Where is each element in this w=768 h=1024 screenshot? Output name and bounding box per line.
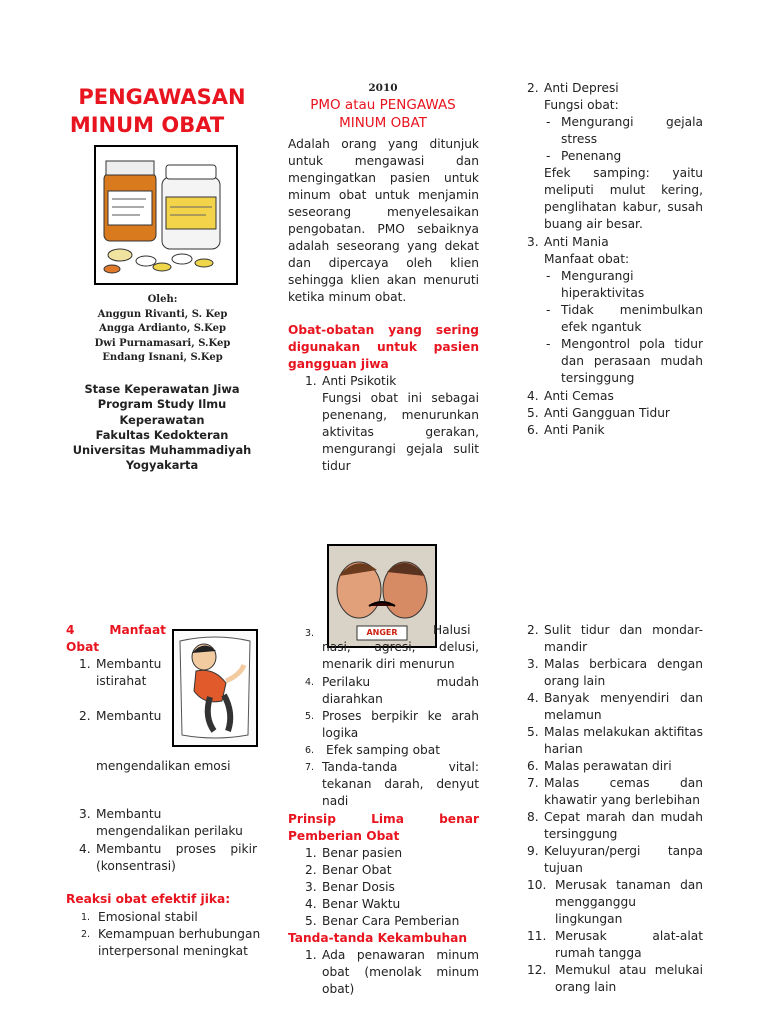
relapse-heading: Tanda-tanda Kekambuhan: [288, 931, 468, 945]
function-label: Manfaat obat:: [544, 252, 630, 266]
list-item: [305, 742, 479, 759]
list-item: [527, 724, 703, 758]
drug-item-3: [527, 234, 703, 387]
list-number: 4.: [527, 691, 539, 705]
list-item: [81, 909, 261, 926]
function-list: [544, 114, 703, 165]
institution-line: Universitas Muhammadiyah: [72, 443, 252, 458]
list-number: 3.: [527, 235, 539, 249]
list-text: Benar pasien: [322, 846, 403, 860]
list-text: Benar Obat: [322, 863, 392, 877]
principle-heading: Prinsip Lima benar Pemberian Obat: [288, 812, 479, 843]
list-number: 3.: [527, 657, 539, 671]
list-item: - Tidak menimbulkan efek ngantuk: [544, 302, 703, 336]
benefit-2: [79, 708, 259, 775]
list-item: [527, 809, 703, 843]
effect-list: [305, 674, 479, 810]
list-text: Proses berpikir ke arah logika: [322, 709, 479, 740]
benefit-text: Membantu proses pikir (konsentrasi): [96, 842, 257, 873]
list-number: 6.: [527, 759, 539, 773]
list-number: 10.: [527, 878, 547, 892]
effect-text-a: Halusi: [433, 623, 471, 637]
list-number: 11.: [527, 929, 547, 943]
list-text: Keluyuran/pergi tanpa tujuan: [544, 844, 703, 875]
list-item: [527, 962, 703, 996]
list-item: [527, 928, 703, 962]
list-number: 2.: [305, 863, 317, 877]
list-number: 8.: [527, 810, 539, 824]
list-item: [527, 422, 703, 439]
function-label: Fungsi obat:: [544, 98, 619, 112]
pmo-heading-line-1: PMO atau PENGAWAS: [310, 97, 456, 113]
list-number: 4.: [79, 842, 91, 856]
list-item: - Mengurangi gejala stress: [544, 114, 703, 148]
list-number: 3.: [79, 807, 91, 821]
list-text: Merusak tanaman dan mengganggu lingkungan: [555, 878, 703, 926]
title-line-1: PENGAWASAN: [78, 85, 246, 109]
drug-item-2: [527, 80, 703, 233]
list-text: Benar Dosis: [322, 880, 395, 894]
list-item: [305, 674, 479, 708]
list-item: - Mengontrol pola tidur dan perasaan mudah tersinggung: [544, 336, 703, 387]
list-text: Malas berbicara dengan orang lain: [544, 657, 703, 688]
benefit-heading-number: 4: [66, 623, 75, 637]
list-item: [527, 405, 703, 422]
list-item: [305, 896, 479, 913]
list-number: 3.: [305, 880, 317, 894]
benefit-heading-obat: Obat: [66, 640, 100, 654]
list-item: [527, 622, 703, 656]
list-number: 2.: [79, 709, 91, 723]
list-item: [527, 775, 703, 809]
list-number: 1.: [305, 374, 317, 388]
list-text: Memukul atau melukai orang lain: [555, 963, 703, 994]
pill-bottles-icon: [96, 147, 236, 283]
list-number: 5.: [305, 914, 317, 928]
list-number: 2.: [527, 81, 539, 95]
list-number: 6.: [527, 423, 539, 437]
list-text: Sulit tidur dan mondar-mandir: [544, 623, 703, 654]
list-item: [527, 388, 703, 405]
author-name: Endang Isnani, S.Kep: [102, 352, 223, 363]
pmo-definition: Adalah orang yang ditunjuk untuk mengawasi dan mengingatkan pasien untuk minum obat untuk menjamin seseorang menyelesaikan pengobatan. PMO sebaiknya adalah seseorang yang dekat dan dipercaya oleh klien sehingga klien akan menuruti ketika minum obat.: [288, 137, 479, 304]
list-item: [305, 913, 479, 930]
drug-label: Anti Mania: [544, 235, 609, 249]
list-text: Perilaku mudah diarahkan: [322, 675, 479, 706]
list-item: [527, 758, 703, 775]
list-number: 12.: [527, 963, 547, 977]
list-text: Tanda-tanda vital: tekanan darah, denyut nadi: [322, 760, 479, 808]
author-name: Anggun Rivanti, S. Kep: [97, 308, 228, 320]
function-list: [544, 268, 703, 387]
list-text: Merusak alat-alat rumah tangga: [555, 929, 703, 960]
list-item: [527, 690, 703, 724]
list-number: 2.: [527, 623, 539, 637]
list-item: [527, 877, 703, 928]
benefit-heading-word: Manfaat: [109, 623, 166, 637]
list-item: [305, 862, 479, 879]
reaction-heading: Reaksi obat efektif jika:: [66, 892, 231, 906]
institution-block: [58, 382, 266, 474]
benefit-4: [79, 841, 257, 875]
author-heading: Oleh:: [147, 294, 178, 305]
list-item: [81, 926, 261, 960]
author-block: [70, 293, 255, 366]
relapse-text: Ada penawaran minum obat (menolak minum obat): [322, 948, 479, 996]
list-item: - Mengurangi hiperaktivitas: [544, 268, 703, 302]
drugs-heading: Obat-obatan yang sering digunakan untuk pasien gangguan jiwa: [288, 323, 479, 371]
list-item: [305, 759, 479, 810]
title: [62, 83, 262, 139]
benefit-text: Membantu mengendalikan perilaku: [96, 807, 243, 838]
list-number: 3.: [305, 628, 315, 639]
list-text: Kemampuan berhubungan interpersonal meningkat: [98, 927, 261, 958]
list-number: 1.: [79, 657, 91, 671]
list-number: 4.: [527, 389, 539, 403]
institution-line: Program Study Ilmu: [97, 397, 227, 412]
list-number: 7.: [527, 776, 539, 790]
list-number: 2.: [81, 929, 91, 940]
pmo-heading-line-2: MINUM OBAT: [339, 115, 427, 131]
pmo-heading: [288, 96, 478, 132]
list-text: Malas melakukan aktifitas harian: [544, 725, 703, 756]
drug-list-rest: [527, 388, 703, 439]
list-number: 5.: [527, 725, 539, 739]
benefit-text-b: istirahat: [96, 674, 147, 688]
author-name: Dwi Purnamasari, S.Kep: [94, 337, 231, 349]
institution-line: Yogyakarta: [125, 458, 199, 473]
institution-line: Keperawatan: [119, 412, 205, 427]
benefit-3: [79, 806, 259, 840]
list-text: Banyak menyendiri dan melamun: [544, 691, 703, 722]
institution-line: Stase Keperawatan Jiwa: [84, 382, 240, 396]
benefit-heading-row: [66, 622, 166, 639]
institution-line: Fakultas Kedokteran: [95, 427, 229, 442]
benefit-text-a: Membantu: [96, 709, 162, 723]
list-text: Efek samping obat: [326, 743, 441, 757]
list-text: Anti Panik: [544, 423, 605, 437]
list-number: 5.: [305, 711, 315, 722]
relapse-item-1: [305, 947, 479, 998]
drug-item-1: [305, 373, 479, 475]
list-text: Malas cemas dan khawatir yang berlebihan: [544, 776, 703, 807]
list-number: 5.: [527, 406, 539, 420]
medicine-bottles-image: [94, 145, 238, 285]
list-text: Cepat marah dan mudah tersinggung: [544, 810, 703, 841]
list-text: Malas perawatan diri: [544, 759, 672, 773]
list-item: [305, 845, 479, 862]
anger-label: ANGER: [366, 628, 398, 637]
title-line-2: MINUM OBAT: [69, 113, 225, 137]
benefit-1: [79, 656, 169, 690]
drug-label: Anti Psikotik: [322, 374, 397, 388]
year: 2010: [368, 82, 398, 94]
list-number: 1.: [81, 912, 91, 923]
list-text: Emosional stabil: [98, 910, 198, 924]
list-item: - Penenang: [544, 148, 703, 165]
list-text: Benar Cara Pemberian: [322, 914, 460, 928]
drug-description: Fungsi obat ini sebagai penenang, menurunkan aktivitas gerakan, mengurangi gejala sulit tidur: [322, 391, 479, 473]
list-number: 1.: [305, 948, 317, 962]
list-item: [305, 708, 479, 742]
list-text: Anti Gangguan Tidur: [544, 406, 670, 420]
drug-label: Anti Depresi: [544, 81, 619, 95]
list-number: 7.: [305, 762, 315, 773]
reaction-list: [81, 909, 261, 960]
principle-list: [305, 845, 479, 930]
benefit-text-a: Membantu: [96, 657, 162, 671]
relapse-sign-list: [527, 622, 703, 996]
list-number: 6.: [305, 745, 315, 756]
effect-3: [305, 622, 479, 673]
list-item: [305, 879, 479, 896]
side-effect: Efek samping: yaitu meliputi mulut kering, penglihatan kabur, susah buang air besar.: [544, 166, 703, 231]
list-text: Benar Waktu: [322, 897, 401, 911]
list-number: 9.: [527, 844, 539, 858]
list-number: 4.: [305, 897, 317, 911]
list-item: [527, 843, 703, 877]
list-text: Anti Cemas: [544, 389, 614, 403]
list-number: 1.: [305, 846, 317, 860]
benefit-text-b: mengendalikan emosi: [96, 759, 231, 773]
list-number: 4.: [305, 677, 315, 688]
effect-text-b: nasi, agresi, delusi, menarik diri menurun: [322, 640, 479, 671]
benefit-heading: [66, 622, 166, 656]
author-name: Angga Ardianto, S.Kep: [99, 323, 226, 334]
list-item: [527, 656, 703, 690]
